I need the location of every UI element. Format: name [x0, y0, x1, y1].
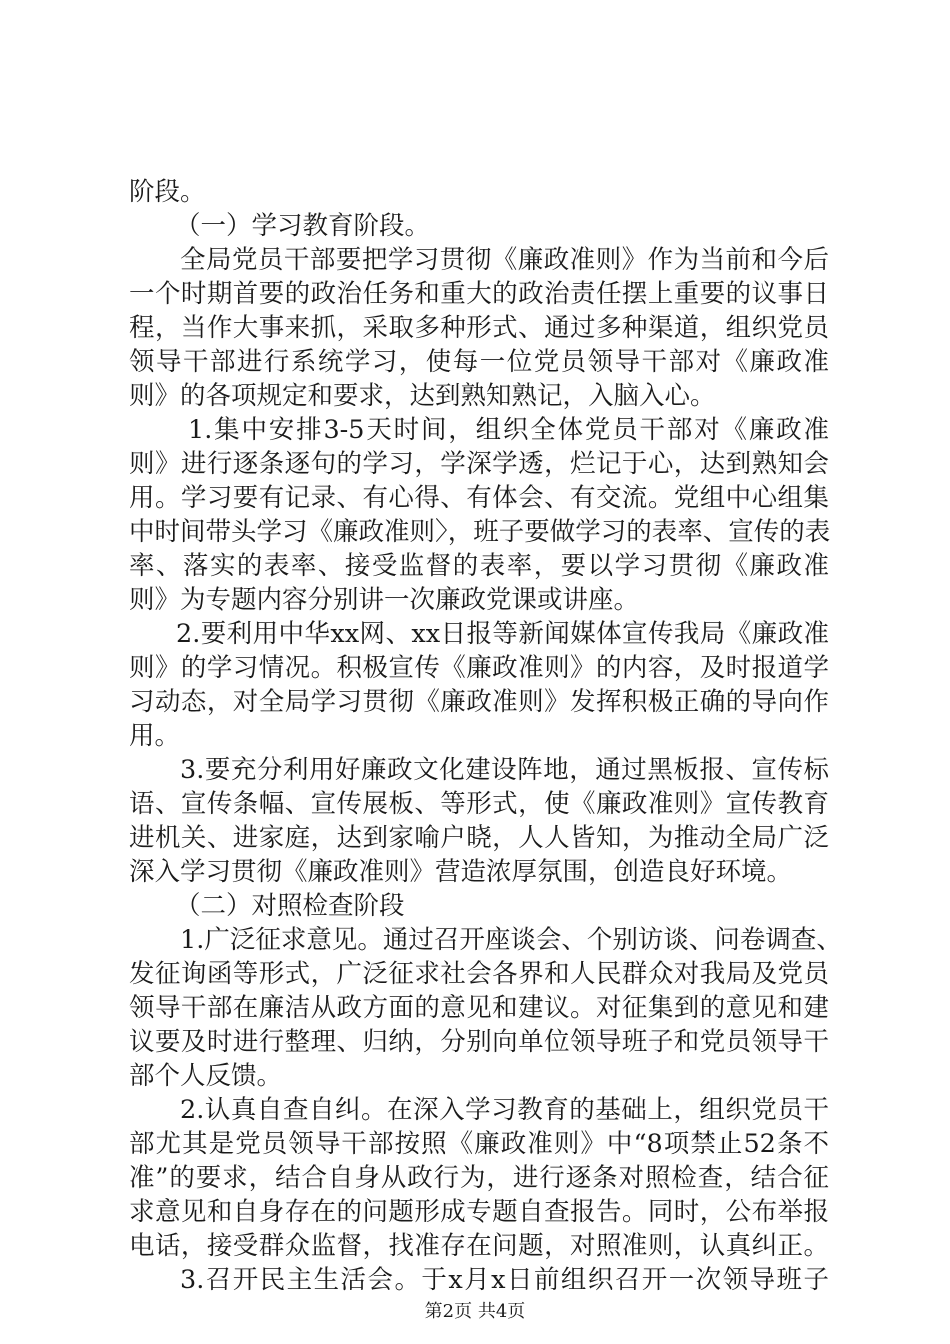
text-line: 议要及时进行整理、归纳，分别向单位领导班子和党员领导干	[129, 1027, 829, 1057]
section-heading: （二）对照检查阶段	[175, 891, 405, 921]
text-line: 用。	[129, 721, 181, 751]
text-line: 用。学习要有记录、有心得、有体会、有交流。党组中心组集	[129, 483, 829, 513]
text-line: 进机关、进家庭，达到家喻户晓，人人皆知，为推动全局广泛	[129, 823, 829, 853]
text-line: 电话，接受群众监督，找准存在问题，对照准则，认真纠正。	[129, 1231, 829, 1261]
text-line: 部尤其是党员领导干部按照《廉政准则》中“8项禁止52条不	[129, 1129, 829, 1159]
text-line: 求意见和自身存在的问题形成专题自查报告。同时，公布举报	[129, 1197, 829, 1227]
text-line: 3.召开民主生活会。于x月x日前组织召开一次领导班子	[180, 1265, 829, 1295]
text-line: 领导干部进行系统学习，使每一位党员领导干部对《廉政准	[129, 347, 829, 377]
text-line: 2.要利用中华xx网、xx日报等新闻媒体宣传我局《廉政准	[176, 619, 829, 649]
text-line: 2.认真自查自纠。在深入学习教育的基础上，组织党员干	[180, 1095, 829, 1125]
text-line: 语、宣传条幅、宣传展板、等形式，使《廉政准则》宣传教育	[129, 789, 829, 819]
text-line: 则》为专题内容分别讲一次廉政党课或讲座。	[129, 585, 640, 615]
text-line: 1.广泛征求意见。通过召开座谈会、个别访谈、问卷调查、	[180, 925, 842, 955]
text-line: 则》的学习情况。积极宣传《廉政准则》的内容，及时报道学	[129, 653, 829, 683]
text-line: 准”的要求，结合自身从政行为，进行逐条对照检查，结合征	[129, 1163, 829, 1193]
section-heading: （一）学习教育阶段。	[175, 211, 431, 241]
page-number-footer: 第2页 共4页	[424, 1301, 526, 1322]
text-line: 则》的各项规定和要求，达到熟知熟记，入脑入心。	[129, 381, 716, 411]
text-line: 深入学习贯彻《廉政准则》营造浓厚氛围，创造良好环境。	[129, 857, 793, 887]
text-line: 1.集中安排3-5天时间，组织全体党员干部对《廉政准	[188, 415, 829, 445]
text-line: 一个时期首要的政治任务和重大的政治责任摆上重要的议事日	[129, 279, 829, 309]
text-line: 习动态，对全局学习贯彻《廉政准则》发挥积极正确的导向作	[129, 687, 829, 717]
text-line: 则》进行逐条逐句的学习，学深学透，烂记于心，达到熟知会	[129, 449, 829, 479]
text-line: 中时间带头学习《廉政准则〉，班子要做学习的表率、宣传的表	[129, 517, 831, 547]
text-line: 程，当作大事来抓，采取多种形式、通过多种渠道，组织党员	[129, 313, 829, 343]
text-line: 发征询函等形式，广泛征求社会各界和人民群众对我局及党员	[129, 959, 829, 989]
text-line: 领导干部在廉洁从政方面的意见和建议。对征集到的意见和建	[129, 993, 829, 1023]
text-line: 率、落实的表率、接受监督的表率，要以学习贯彻《廉政准	[129, 551, 829, 581]
text-line: 部个人反馈。	[129, 1061, 283, 1091]
text-line: 全局党员干部要把学习贯彻《廉政准则》作为当前和今后	[180, 245, 829, 275]
text-line: 3.要充分利用好廉政文化建设阵地，通过黑板报、宣传标	[180, 755, 829, 785]
text-line: 阶段。	[129, 177, 206, 207]
